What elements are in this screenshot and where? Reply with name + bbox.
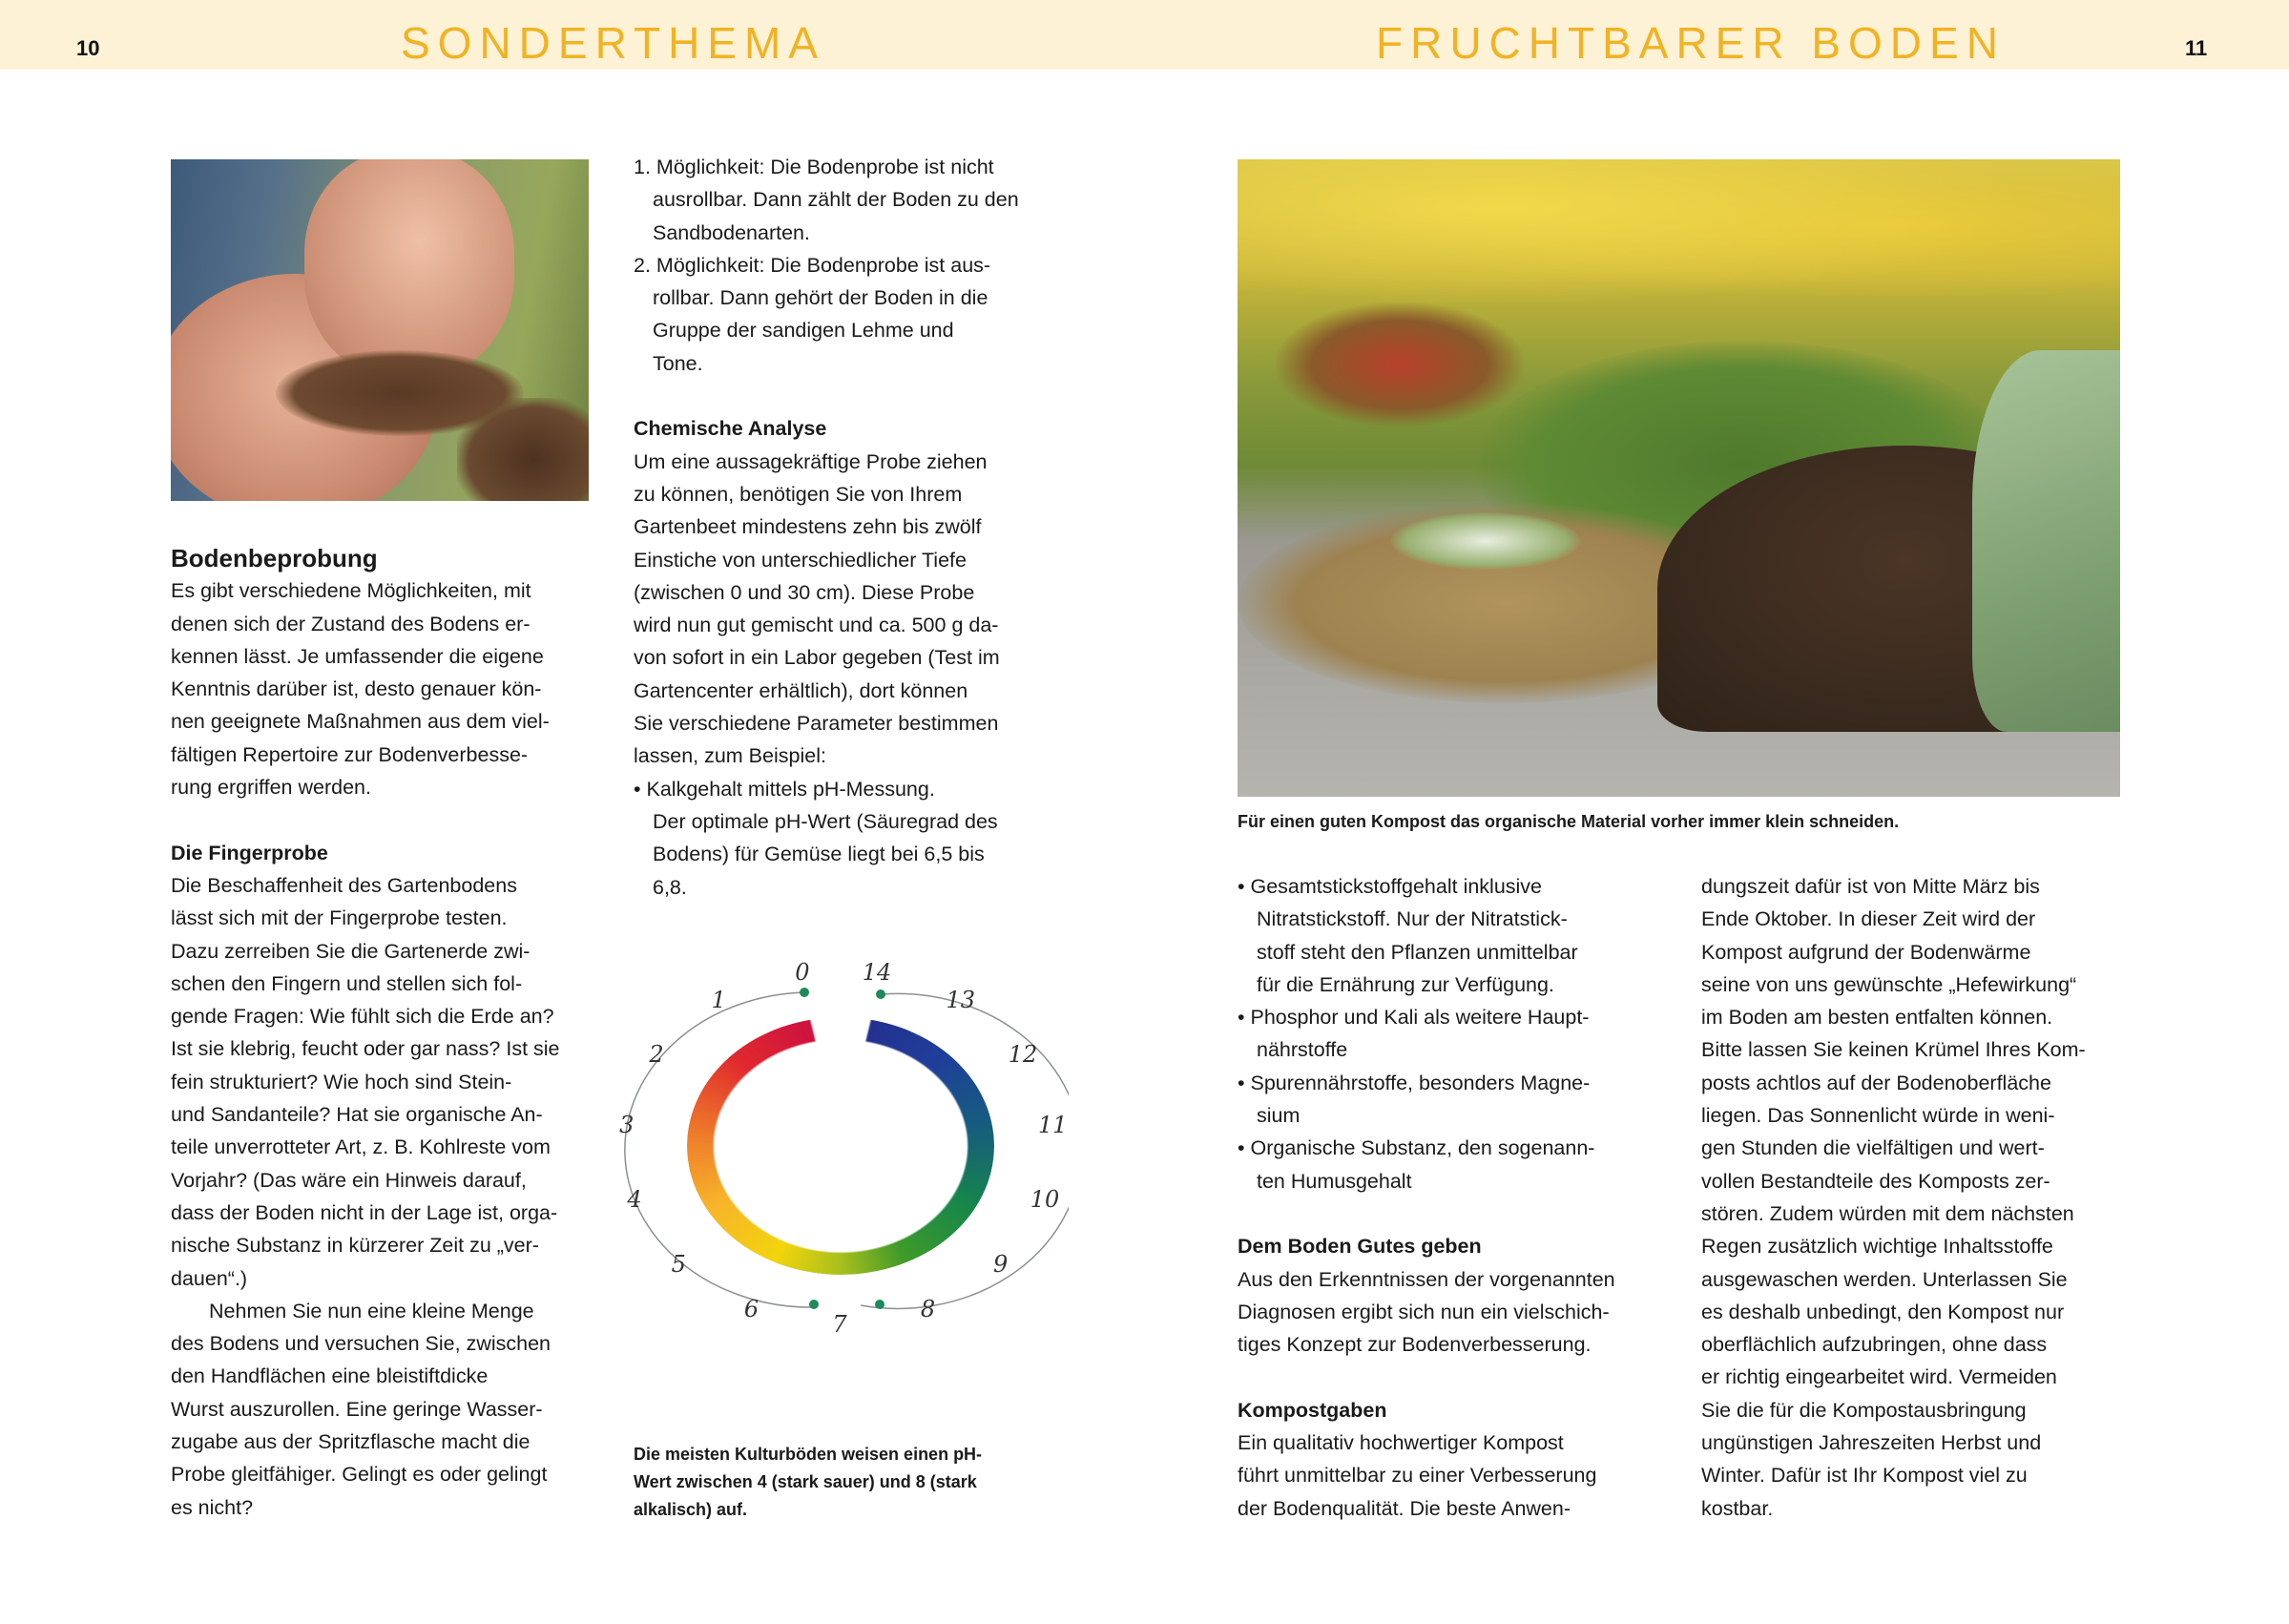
text-line: schen den Fingern und stellen sich fol- — [171, 971, 523, 995]
ph-value-label: 7 — [832, 1311, 847, 1338]
caption-line: Die meisten Kulturböden weisen einen pH- — [634, 1445, 983, 1464]
text-line: dungszeit dafür ist von Mitte März bis — [1701, 875, 2040, 898]
text-line: nen geeignete Maßnahmen aus dem viel- — [171, 710, 550, 734]
section-heading: Die Fingerprobe — [171, 841, 328, 864]
red-shrubs — [1276, 302, 1524, 427]
ph-value-label: 2 — [649, 1041, 664, 1068]
running-title-left: SONDERTHEMA — [401, 18, 825, 68]
text-line: Sie verschiedene Parameter bestimmen — [634, 712, 999, 736]
text-line: lassen, zum Beispiel: — [634, 744, 826, 768]
text-line: der Bodenqualität. Die beste Anwen- — [1238, 1496, 1571, 1520]
page-number-right: 11 — [2185, 36, 2208, 60]
text-line: Bodens) für Gemüse liegt bei 6,5 bis — [653, 843, 985, 866]
text-line — [171, 803, 560, 836]
text-line: rung ergriffen werden. — [171, 776, 371, 800]
running-title-right: FRUCHTBARER BODEN — [1376, 18, 2006, 68]
ph-value-label: 13 — [946, 987, 976, 1014]
ph-scale-wheel-illustration — [611, 945, 1069, 1441]
text-line: fältigen Repertoire zur Bodenverbesse- — [171, 742, 529, 766]
ph-value-label: 0 — [795, 958, 810, 986]
text-line: • Organische Substanz, den sogenann- — [1238, 1136, 1595, 1160]
text-line: Nitratstickstoff. Nur der Nitratstick- — [1257, 907, 1568, 931]
autumn-trees — [1238, 159, 2120, 322]
text-line: Ende Oktober. In dieser Zeit wird der — [1701, 907, 2036, 931]
text-line: lässt sich mit der Fingerprobe testen. — [171, 906, 508, 930]
text-line: es deshalb unbedingt, den Kompost nur — [1701, 1300, 2065, 1323]
text-line: stoff steht den Pflanzen unmittelbar — [1257, 940, 1578, 964]
text-line: Probe gleitfähiger. Gelingt es oder gelingt — [171, 1463, 548, 1487]
text-line: es nicht? — [171, 1495, 254, 1519]
ph-value-label: 11 — [1037, 1111, 1068, 1138]
ph-value-label: 4 — [627, 1185, 642, 1213]
section-heading: Kompostgaben — [1238, 1398, 1387, 1422]
text-line: des Bodens und versuchen Sie, zwischen — [171, 1332, 551, 1356]
section-heading: Bodenbeprobung — [171, 544, 378, 573]
text-line: liegen. Das Sonnenlicht würde in weni- — [1701, 1104, 2055, 1128]
ph-wheel-caption — [634, 1441, 982, 1524]
soil-shape — [457, 398, 589, 501]
text-line: Wurst auszurollen. Eine geringe Wasser- — [171, 1397, 543, 1421]
text-line: 6,8. — [653, 875, 687, 899]
text-line: Die Beschaffenheit des Gartenbodens — [171, 873, 517, 897]
text-line: ten Humusgehalt — [1257, 1169, 1412, 1193]
ph-value-label: 6 — [743, 1295, 760, 1322]
caption-line: Wert zwischen 4 (stark sauer) und 8 (stark — [634, 1472, 977, 1491]
ph-value-label: 9 — [993, 1251, 1009, 1279]
ph-value-label: 3 — [619, 1111, 635, 1138]
text-line: teile unverrotteter Art, z. B. Kohlreste vom — [171, 1135, 551, 1159]
text-line — [1238, 1197, 1615, 1230]
middle-text-column — [634, 151, 1019, 904]
text-line: oberflächlich aufzubringen, ohne dass — [1701, 1333, 2048, 1357]
text-line: von sofort in ein Labor gegeben (Test im — [634, 646, 1000, 670]
text-line: Nehmen Sie nun eine kleine Menge — [209, 1299, 534, 1322]
ph-value-label: 8 — [920, 1295, 936, 1322]
section-heading: Chemische Analyse — [634, 417, 827, 441]
text-line: Dazu zerreiben Sie die Gartenerde zwi- — [171, 939, 531, 963]
text-line: gen Stunden die vielfältigen und wert- — [1701, 1136, 2045, 1160]
text-line: führt unmittelbar zu einer Verbesserung — [1238, 1464, 1597, 1488]
text-line: • Gesamtstickstoffgehalt inklusive — [1238, 875, 1543, 898]
ph-value-label: 1 — [711, 987, 726, 1014]
text-line: seine von uns gewünschte „Hefewirkung“ — [1701, 972, 2077, 996]
text-line: Einstiche von unterschiedlicher Tiefe — [634, 548, 967, 572]
cut-greens — [1390, 512, 1581, 570]
text-line: zugabe aus der Spritzflasche macht die — [171, 1430, 531, 1454]
text-line: Vorjahr? (Das wäre ein Hinweis darauf, — [171, 1168, 527, 1192]
text-line: Sandbodenarten. — [653, 220, 810, 244]
text-line: posts achtlos auf der Bodenoberfläche — [1701, 1071, 2051, 1094]
text-line: den Handflächen eine bleistiftdicke — [171, 1364, 489, 1388]
text-line: ungünstigen Jahreszeiten Herbst und — [1701, 1431, 2042, 1455]
text-line: Regen zusätzlich wichtige Inhaltsstoffe — [1701, 1235, 2053, 1259]
text-line: • Kalkgehalt mittels pH-Messung. — [634, 777, 935, 801]
text-line: Kenntnis darüber ist, desto genauer kön- — [171, 677, 542, 701]
ph-value-label: 10 — [1030, 1185, 1060, 1213]
green-tarp — [1972, 350, 2120, 732]
text-line: tiges Konzept zur Bodenverbesserung. — [1238, 1333, 1592, 1357]
hand-shape — [304, 159, 514, 379]
ph-color-ring — [687, 1017, 994, 1275]
text-line: 1. Möglichkeit: Die Bodenprobe ist nicht — [634, 156, 994, 178]
text-line: (zwischen 0 und 30 cm). Diese Probe — [634, 580, 975, 604]
text-line: Aus den Erkenntnissen der vorgenannten — [1238, 1267, 1615, 1291]
text-line: 2. Möglichkeit: Die Bodenprobe ist aus- — [634, 253, 991, 277]
text-line: Kompost aufgrund der Bodenwärme — [1701, 940, 2031, 964]
text-line: Um eine aussagekräftige Probe ziehen — [634, 449, 988, 473]
text-line: er richtig eingearbeitet wird. Vermeiden — [1701, 1365, 2057, 1389]
left-text-column — [171, 542, 560, 1524]
text-line: zu können, benötigen Sie von Ihrem — [634, 482, 963, 506]
text-line: ausrollbar. Dann zählt der Boden zu den — [653, 188, 1019, 212]
text-line — [1238, 1361, 1615, 1393]
text-line: gende Fragen: Wie fühlt sich die Erde an? — [171, 1005, 554, 1029]
photo-hands-with-soil — [171, 159, 589, 501]
text-line: Ist sie klebrig, feucht oder gar nass? Ist sie — [171, 1037, 560, 1061]
text-line: und Sandanteile? Hat sie organische An- — [171, 1103, 543, 1127]
text-line: denen sich der Zustand des Bodens er- — [171, 612, 531, 635]
ph-value-label: 14 — [862, 958, 892, 986]
ph-value-label: 12 — [1008, 1041, 1038, 1068]
right-text-column-1 — [1238, 870, 1615, 1525]
right-text-column-2 — [1701, 870, 2086, 1525]
text-line: nährstoffe — [1257, 1038, 1348, 1062]
text-line: sium — [1257, 1104, 1301, 1128]
text-line: im Boden am besten entfalten können. — [1701, 1006, 2053, 1030]
text-line: • Phosphor und Kali als weitere Haupt- — [1238, 1006, 1590, 1030]
text-line: dauen“.) — [171, 1266, 248, 1290]
ph-value-label: 5 — [671, 1251, 686, 1279]
caption-line: alkalisch) auf. — [634, 1500, 748, 1519]
text-line: Gruppe der sandigen Lehme und — [653, 319, 954, 343]
text-line: Der optimale pH-Wert (Säuregrad des — [653, 809, 998, 833]
text-line: fein strukturiert? Wie hoch sind Stein- — [171, 1070, 512, 1093]
text-line: stören. Zudem würden mit dem nächsten — [1701, 1201, 2074, 1225]
text-line — [634, 380, 1019, 412]
text-line: Sie die für die Kompostausbringung — [1701, 1398, 2027, 1422]
photo-caption: Für einen guten Kompost das organische Material vorher immer klein schneiden. — [1238, 812, 1900, 831]
text-line: Diagnosen ergibt sich nun ein vielschich- — [1238, 1300, 1610, 1323]
text-line: Gartenbeet mindestens zehn bis zwölf — [634, 515, 982, 539]
section-heading: Dem Boden Gutes geben — [1238, 1235, 1482, 1259]
text-line: Bitte lassen Sie keinen Krümel Ihres Kom- — [1701, 1038, 2086, 1062]
text-line: Es gibt verschiedene Möglichkeiten, mit — [171, 579, 531, 603]
text-line: Winter. Dafür ist Ihr Kompost viel zu — [1701, 1464, 2028, 1488]
text-line: vollen Bestandteile des Komposts zer- — [1701, 1169, 2050, 1193]
text-line: rollbar. Dann gehört der Boden in die — [653, 286, 988, 310]
page-number-left: 10 — [76, 36, 100, 60]
text-line: für die Ernährung zur Verfügung. — [1257, 972, 1554, 996]
text-line: dass der Boden nicht in der Lage ist, orga- — [171, 1200, 558, 1224]
photo-compost-heap — [1238, 159, 2120, 797]
text-line: • Spurennährstoffe, besonders Magne- — [1238, 1071, 1591, 1094]
text-line: kennen lässt. Je umfassender die eigene — [171, 644, 544, 668]
text-line: nische Substanz in kürzerer Zeit zu „ver- — [171, 1234, 539, 1258]
text-line: Ein qualitativ hochwertiger Kompost — [1238, 1431, 1564, 1455]
text-line: ausgewaschen werden. Unterlassen Sie — [1701, 1267, 2068, 1291]
text-line: wird nun gut gemischt und ca. 500 g da- — [634, 614, 999, 637]
text-line: kostbar. — [1701, 1496, 1774, 1520]
text-line: Tone. — [653, 351, 703, 375]
text-line: Gartencenter erhältlich), dort können — [634, 678, 968, 702]
